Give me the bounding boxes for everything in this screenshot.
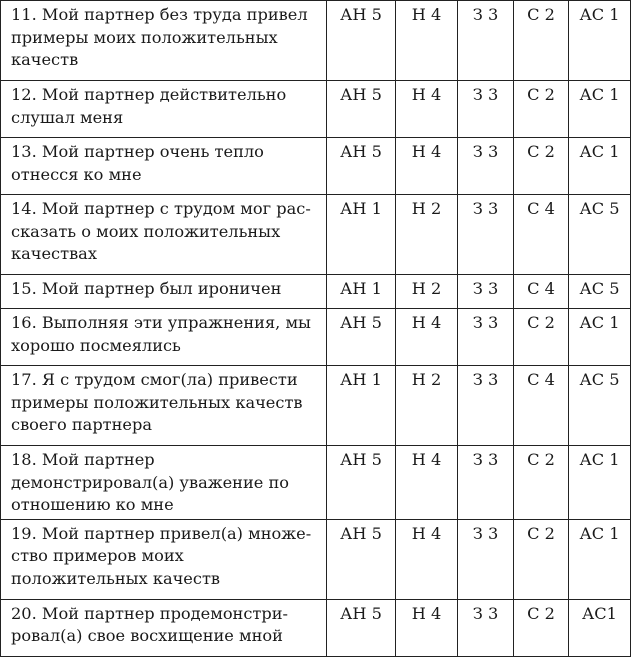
- table-row: [1, 81, 631, 138]
- score-cell-z: З 3: [458, 446, 514, 520]
- question-text: 14. Мой партнер с трудом мог рассказать о моих положительных качествах: [1, 195, 327, 275]
- question-text: 18. Мой партнер демонстрировал(а) уважение по отношению ко мне: [1, 446, 327, 520]
- score-cell-ah: АН 5: [327, 599, 396, 656]
- score-cell-z: З 3: [458, 599, 514, 656]
- table-row: [1, 275, 631, 309]
- score-cell-z: З 3: [458, 519, 514, 599]
- score-cell-z: З 3: [458, 195, 514, 275]
- table-row: [1, 599, 631, 656]
- score-cell-as: АС 1: [569, 138, 631, 195]
- question-text: 19. Мой партнер привел(а) множество примеров моих положительных качеств: [1, 519, 327, 599]
- score-cell-ah: АН 5: [327, 81, 396, 138]
- question-text: 17. Я с трудом смог(ла) привести примеры положительных качеств своего партнера: [1, 366, 327, 446]
- score-cell-as: АС 1: [569, 446, 631, 520]
- score-cell-ah: АН 5: [327, 446, 396, 520]
- score-cell-n: Н 4: [396, 81, 458, 138]
- score-cell-s: С 2: [514, 519, 569, 599]
- table-row: [1, 138, 631, 195]
- score-cell-ah: АН 5: [327, 309, 396, 366]
- question-text: 16. Выполняя эти упражнения, мы хорошо посмеялись: [1, 309, 327, 366]
- score-cell-z: З 3: [458, 275, 514, 309]
- table-row: [1, 446, 631, 520]
- score-cell-ah: АН 1: [327, 275, 396, 309]
- score-cell-n: Н 4: [396, 1, 458, 81]
- score-cell-s: С 2: [514, 138, 569, 195]
- score-cell-z: З 3: [458, 138, 514, 195]
- score-cell-ah: АН 5: [327, 138, 396, 195]
- score-cell-s: С 4: [514, 366, 569, 446]
- score-cell-n: Н 4: [396, 446, 458, 520]
- score-cell-s: С 4: [514, 275, 569, 309]
- score-cell-ah: АН 5: [327, 519, 396, 599]
- score-cell-n: Н 2: [396, 275, 458, 309]
- score-cell-as: АС 5: [569, 195, 631, 275]
- score-cell-as: АС 5: [569, 366, 631, 446]
- score-cell-as: АС 1: [569, 309, 631, 366]
- question-text: 15. Мой партнер был ироничен: [1, 275, 327, 309]
- score-cell-s: С 2: [514, 309, 569, 366]
- score-cell-as: АС 5: [569, 275, 631, 309]
- score-cell-ah: АН 1: [327, 195, 396, 275]
- table-row: [1, 195, 631, 275]
- question-text: 12. Мой партнер действительно слушал меня: [1, 81, 327, 138]
- table-row: [1, 1, 631, 81]
- score-cell-s: С 4: [514, 195, 569, 275]
- table-row: [1, 519, 631, 599]
- score-cell-n: Н 4: [396, 138, 458, 195]
- score-cell-s: С 2: [514, 446, 569, 520]
- score-cell-n: Н 4: [396, 519, 458, 599]
- score-cell-z: З 3: [458, 81, 514, 138]
- score-cell-ah: АН 5: [327, 1, 396, 81]
- score-cell-s: С 2: [514, 599, 569, 656]
- question-text: 11. Мой партнер без труда привел примеры моих положительных качеств: [1, 1, 327, 81]
- score-cell-ah: АН 1: [327, 366, 396, 446]
- score-cell-as: АС1: [569, 599, 631, 656]
- score-cell-s: С 2: [514, 1, 569, 81]
- score-cell-z: З 3: [458, 309, 514, 366]
- score-cell-n: Н 4: [396, 599, 458, 656]
- score-cell-n: Н 4: [396, 309, 458, 366]
- question-text: 13. Мой партнер очень тепло отнесся ко мне: [1, 138, 327, 195]
- table-row: [1, 366, 631, 446]
- score-cell-z: З 3: [458, 366, 514, 446]
- score-cell-z: З 3: [458, 1, 514, 81]
- score-cell-as: АС 1: [569, 81, 631, 138]
- score-cell-s: С 2: [514, 81, 569, 138]
- score-cell-n: Н 2: [396, 366, 458, 446]
- score-cell-as: АС 1: [569, 519, 631, 599]
- score-cell-n: Н 2: [396, 195, 458, 275]
- score-cell-as: АС 1: [569, 1, 631, 81]
- table-row: [1, 309, 631, 366]
- question-text: 20. Мой партнер продемонстрировал(а) свое восхищение мной: [1, 599, 327, 656]
